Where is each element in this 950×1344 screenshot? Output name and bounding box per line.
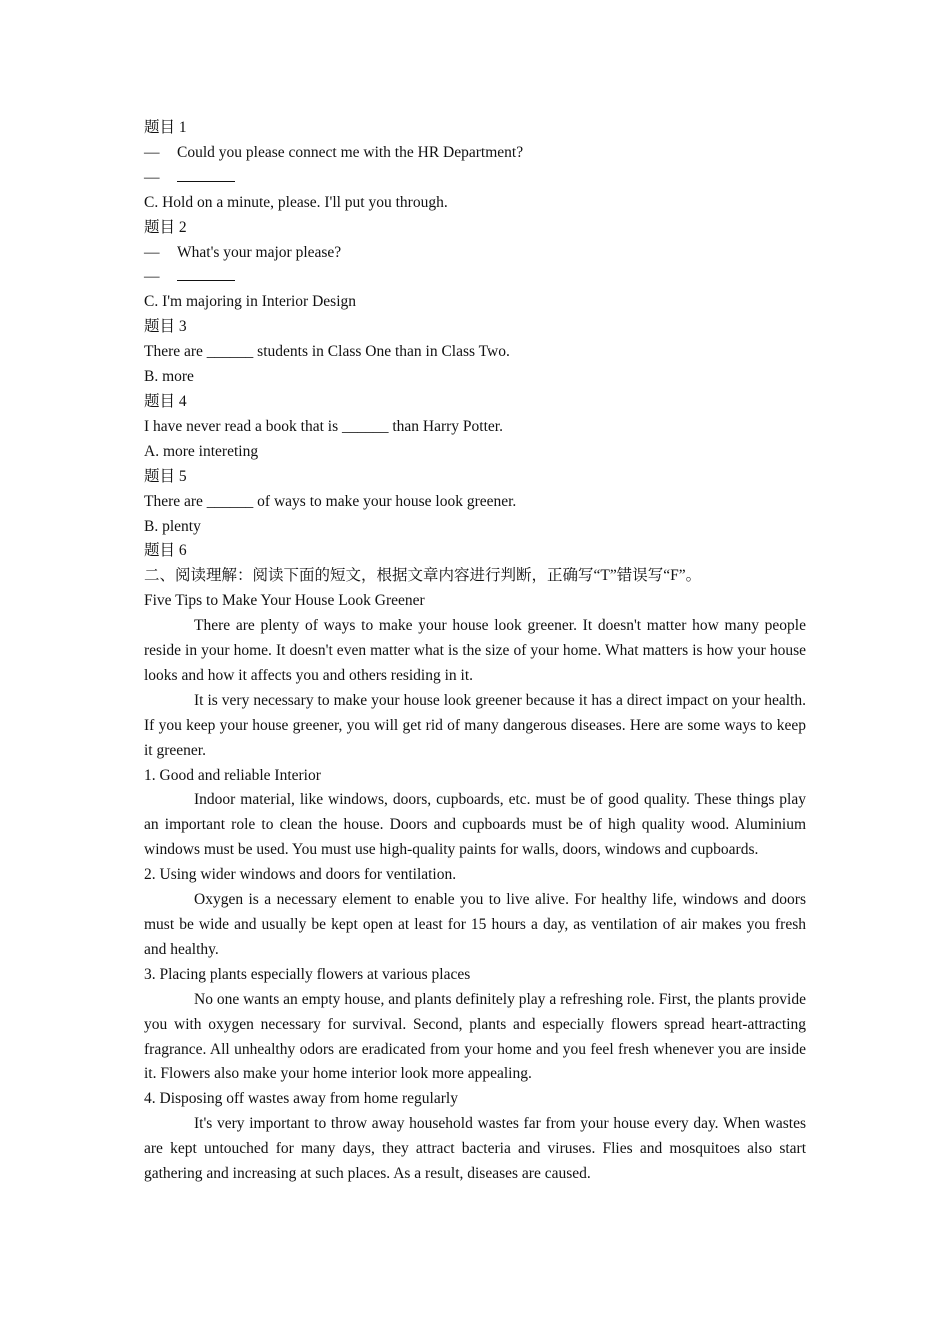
article-title: Five Tips to Make Your House Look Greener xyxy=(144,592,425,610)
tip-2-body: Oxygen is a necessary element to enable you to live alive. For healthy life, windows and doors must be wide and usually be kept open at least for 15 hours a day, as ventilation of air makes you fresh and healthy. xyxy=(144,891,806,958)
question-1-answer: C. Hold on a minute, please. I'll put you through. xyxy=(144,193,448,211)
question-3-title: 题目 3 xyxy=(144,318,187,336)
dash: — xyxy=(144,243,160,261)
tip-3-heading: 3. Placing plants especially flowers at various places xyxy=(144,965,471,983)
tip-2-heading: 2. Using wider windows and doors for ventilation. xyxy=(144,866,457,884)
question-1-title: 题目 1 xyxy=(144,119,187,136)
tip-1-body: Indoor material, like windows, doors, cupboards, etc. must be of good quality. These things play an important role to clean the house. Doors and cupboards must be of high quality wood. Aluminium windows must be used. You must use high-quality paints for walls, doors, windows and cupboards. xyxy=(144,791,806,859)
question-4-answer: A. more intereting xyxy=(144,442,259,460)
answer-blank xyxy=(177,167,235,182)
section-heading: 二、阅读理解：阅读下面的短文，根据文章内容进行判断，正确写“T”错误写“F”。 xyxy=(144,567,702,585)
question-3-prompt: There are ______ students in Class One than in Class Two. xyxy=(144,343,510,361)
question-3-answer: B. more xyxy=(144,368,194,386)
dash: — xyxy=(144,168,160,186)
tip-3-body: No one wants an empty house, and plants definitely play a refreshing role. First, the plants provide you with oxygen necessary for survival. Second, plants and especially flowers spread heart-attracting fragrance. All unhealthy odors are eradicated from your home and you feel fresh whenever you are inside it. Flowers also make your home interior look more appealing. xyxy=(144,990,806,1083)
question-2-blank-line xyxy=(144,265,806,290)
question-5-prompt: There are ______ of ways to make your house look greener. xyxy=(144,492,517,510)
dash: — xyxy=(144,143,160,161)
question-5-answer: B. plenty xyxy=(144,517,201,535)
question-1-prompt: Could you please connect me with the HR Department? xyxy=(177,143,524,161)
question-2-answer: C. I'm majoring in Interior Design xyxy=(144,293,357,311)
question-6-title: 题目 6 xyxy=(144,542,187,560)
question-1-blank-line xyxy=(144,166,806,191)
question-1-prompt-line xyxy=(144,141,806,166)
dash: — xyxy=(144,268,160,286)
tip-4-heading: 4. Disposing off wastes away from home regularly xyxy=(144,1090,458,1108)
document-page xyxy=(144,116,806,1187)
question-2-prompt-line xyxy=(144,241,806,266)
answer-blank xyxy=(177,266,235,281)
article-intro-paragraph-2: It is very necessary to make your house look greener because it has a direct impact on your health. If you keep your house greener, you will get rid of many dangerous diseases. Here are some ways to keep it greener. xyxy=(144,691,806,759)
article-intro-paragraph-1: There are plenty of ways to make your house look greener. It doesn't matter how many people reside in your home. It doesn't even matter what is the size of your home. What matters is how your house looks and how it affects you and others residing in it. xyxy=(144,617,806,684)
question-4-prompt: I have never read a book that is ______ than Harry Potter. xyxy=(144,417,503,435)
question-5-title: 题目 5 xyxy=(144,467,187,485)
question-2-title: 题目 2 xyxy=(144,218,187,236)
question-2-prompt: What's your major please? xyxy=(177,243,342,261)
tip-1-heading: 1. Good and reliable Interior xyxy=(144,766,321,784)
question-4-title: 题目 4 xyxy=(144,392,187,410)
tip-4-body: It's very important to throw away household wastes far from your house every day. When wastes are kept untouched for many days, they attract bacteria and viruses. Flies and mosquitoes also start gathering and increasing at such places. As a result, diseases are caused. xyxy=(144,1115,806,1183)
